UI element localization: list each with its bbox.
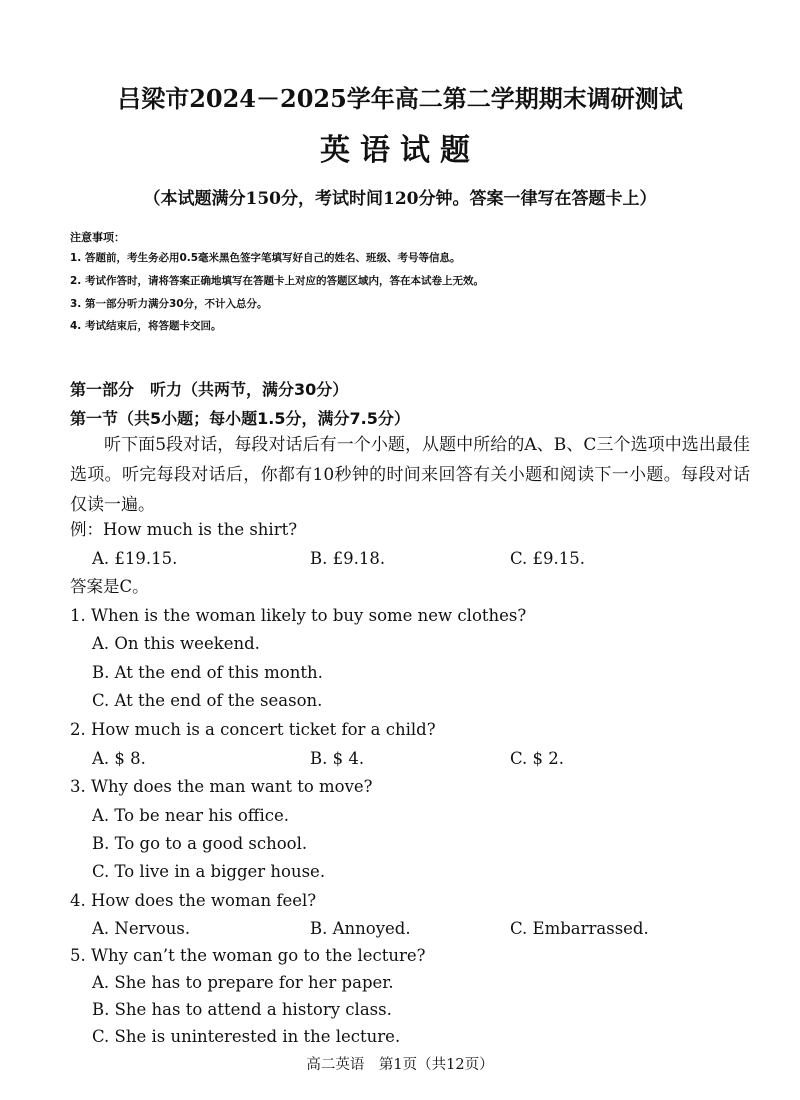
option-b: B. She has to attend a history class.: [92, 1000, 392, 1019]
option-a: A. To be near his office.: [92, 806, 290, 825]
example-option-b: B. £9.18.: [310, 549, 386, 568]
option-c: C. She is uninterested in the lecture.: [92, 1027, 401, 1046]
option-b: B. $ 4.: [310, 749, 365, 768]
page-footer: 高二英语 第1页（共12页）: [306, 1057, 494, 1073]
question-stem: 3. Why does the man want to move?: [70, 777, 373, 796]
question-stem: 4. How does the woman feel?: [70, 891, 317, 910]
option-a: A. Nervous.: [92, 919, 191, 938]
option-a: A. On this weekend.: [92, 634, 260, 653]
question-stem: 1. When is the woman likely to buy some new clothes?: [70, 606, 527, 625]
section1-title: 第一节（共5小题；每小题1.5分，满分7.5分）: [70, 409, 410, 428]
notes-title: 注意事项：: [70, 231, 125, 244]
option-b: B. To go to a good school.: [92, 834, 308, 853]
note-item: 1. 答题前，考生务必用0.5毫米黑色签字笔填写好自己的姓名、班级、考号等信息。: [70, 252, 461, 264]
option-c: C. Embarrassed.: [510, 919, 649, 938]
option-c: C. At the end of the season.: [92, 691, 323, 710]
note-item: 3. 第一部分听力满分30分，不计入总分。: [70, 298, 268, 310]
option-b: B. Annoyed.: [310, 919, 411, 938]
question-stem: 2. How much is a concert ticket for a child?: [70, 720, 436, 739]
example-answer: 答案是C。: [70, 577, 149, 596]
subject-title: 英语试题: [320, 133, 480, 168]
question-stem: 5. Why can’t the woman go to the lecture?: [70, 946, 426, 965]
example-option-c: C. £9.15.: [510, 549, 586, 568]
section1-instructions: 听下面5段对话，每段对话后有一个小题，从题中所给的A、B、C三个选项中选出最佳选项。听完每段对话后，你都有10秒钟的时间来回答有关小题和阅读下一小题。每段对话仅读一遍。: [70, 435, 750, 515]
exam-title: 吕梁市2024－2025学年高二第二学期期末调研测试: [117, 84, 683, 113]
option-a: A. $ 8.: [92, 749, 146, 768]
exam-info: （本试题满分150分，考试时间120分钟。答案一律写在答题卡上）: [143, 189, 657, 209]
note-item: 2. 考试作答时，请将答案正确地填写在答题卡上对应的答题区域内，答在本试卷上无效。: [70, 275, 484, 287]
example-question: 例：How much is the shirt?: [70, 520, 298, 539]
option-c: C. $ 2.: [510, 749, 565, 768]
option-b: B. At the end of this month.: [92, 663, 323, 682]
part1-title: 第一部分 听力（共两节，满分30分）: [70, 380, 349, 399]
option-a: A. She has to prepare for her paper.: [92, 973, 394, 992]
note-item: 4. 考试结束后，将答题卡交回。: [70, 320, 222, 332]
example-option-a: A. £19.15.: [92, 549, 178, 568]
option-c: C. To live in a bigger house.: [92, 862, 326, 881]
